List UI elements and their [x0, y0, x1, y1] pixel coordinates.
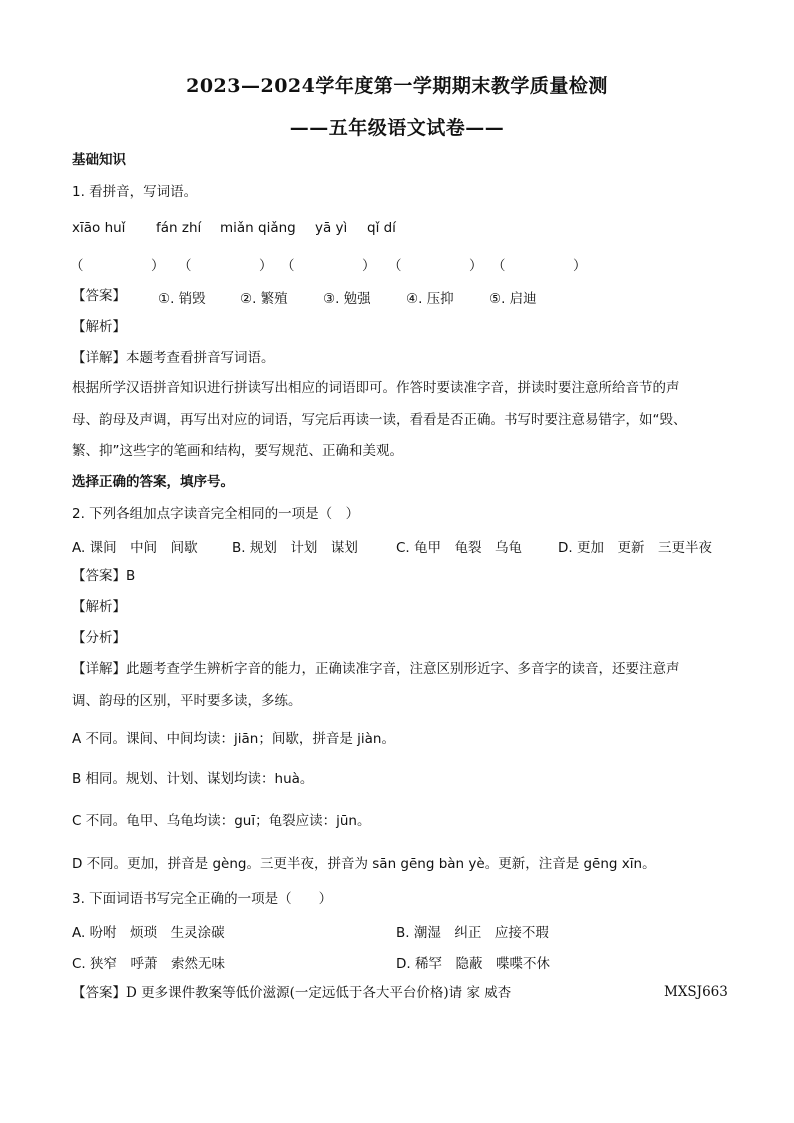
pinyin-item: yā yì: [315, 220, 348, 236]
explanation-text: 根据所学汉语拼音知识进行拼读写出相应的词语即可。作答时要读准字音，拼读时要注意所给音节的声: [72, 380, 680, 396]
answer-tag: 【答案】: [72, 288, 126, 304]
answer-blank: （ ）: [178, 258, 273, 274]
page-subtitle: ——五年级语文试卷——: [289, 117, 505, 139]
explanation-text: 繁、抑”这些字的笔画和结构，要写规范、正确和美观。: [72, 443, 403, 459]
question-1-stem: 1. 看拼音，写词语。: [72, 184, 198, 200]
explanation-b: B 相同。规划、计划、谋划均读：huà。: [72, 771, 314, 787]
explanation-d: D 不同。更加，拼音是 gèng。三更半夜，拼音为 sān gēng bàn yè。更新，注音是 gēng xīn。: [72, 856, 656, 872]
option-d: D. 稀罕 隐蔽 喋喋不休: [396, 956, 550, 972]
answer-row-q1: [72, 287, 126, 305]
explanation-text: 母、韵母及声调，再写出对应的词语，写完后再读一读，看看是否正确。书写时要注意易错字，如“毁、: [72, 412, 687, 428]
answer-blank: （ ）: [281, 258, 376, 274]
pinyin-row: [72, 219, 396, 237]
explanation-c: C 不同。龟甲、乌龟均读：guī；龟裂应读：jūn。: [72, 813, 371, 829]
question-3-stem: 3. 下面词语书写完全正确的一项是（ ）: [72, 891, 333, 907]
answer-blank: （ ）: [70, 258, 165, 274]
answer-item: ④. 压抑: [406, 291, 454, 307]
option-c: C. 龟甲 龟裂 乌龟: [396, 540, 523, 556]
option-a: A. 吩咐 烦琐 生灵涂碳: [72, 925, 225, 941]
option-b: B. 规划 计划 谋划: [232, 540, 358, 556]
question-2-stem: 2. 下列各组加点字读音完全相同的一项是（ ）: [72, 506, 360, 522]
answer-item: ③. 勉强: [323, 291, 371, 307]
answer-blank: （ ）: [388, 258, 483, 274]
option-a: A. 课间 中间 间歇: [72, 540, 198, 556]
pinyin-item: xīāo huǐ: [72, 220, 126, 236]
watermark-code: MXSJ663: [664, 984, 728, 1000]
pinyin-item: miǎn qiǎng: [220, 220, 296, 236]
answer-item: ⑤. 启迪: [489, 291, 537, 307]
analysis-sub-tag: 【分析】: [72, 630, 126, 646]
option-b: B. 潮湿 纠正 应接不瑕: [396, 925, 549, 941]
explanation-text: 【详解】此题考查学生辨析字音的能力，正确读准字音，注意区别形近字、多音字的读音，还要注意声: [72, 661, 680, 677]
pinyin-item: fán zhí: [156, 220, 202, 236]
answer-item: ①. 销毁: [158, 291, 206, 307]
section-heading-choice: 选择正确的答案，填序号。: [72, 474, 234, 490]
option-d: D. 更加 更新 三更半夜: [558, 540, 712, 556]
answer-blank: （ ）: [492, 258, 587, 274]
pinyin-item: qǐ dí: [367, 220, 396, 236]
option-c: C. 狭窄 呼萧 索然无味: [72, 956, 226, 972]
detail-heading: 【详解】本题考查看拼音写词语。: [72, 350, 275, 366]
answer-line-q2: 【答案】B: [72, 568, 136, 584]
section-heading-basics: 基础知识: [72, 152, 126, 168]
explanation-text: 调、韵母的区别，平时要多读，多练。: [72, 693, 302, 709]
answer-item: ②. 繁殖: [240, 291, 288, 307]
analysis-tag: 【解析】: [72, 319, 126, 335]
answer-line-q3: 【答案】D 更多课件教案等低价滋源(一定远低于各大平台价格)请 家 威杏: [72, 985, 512, 1001]
page-title: 2023—2024学年度第一学期期末教学质量检测: [186, 75, 608, 97]
analysis-tag: 【解析】: [72, 599, 126, 615]
explanation-a: A 不同。课间、中间均读：jiān；间歇，拼音是 jiàn。: [72, 731, 395, 747]
